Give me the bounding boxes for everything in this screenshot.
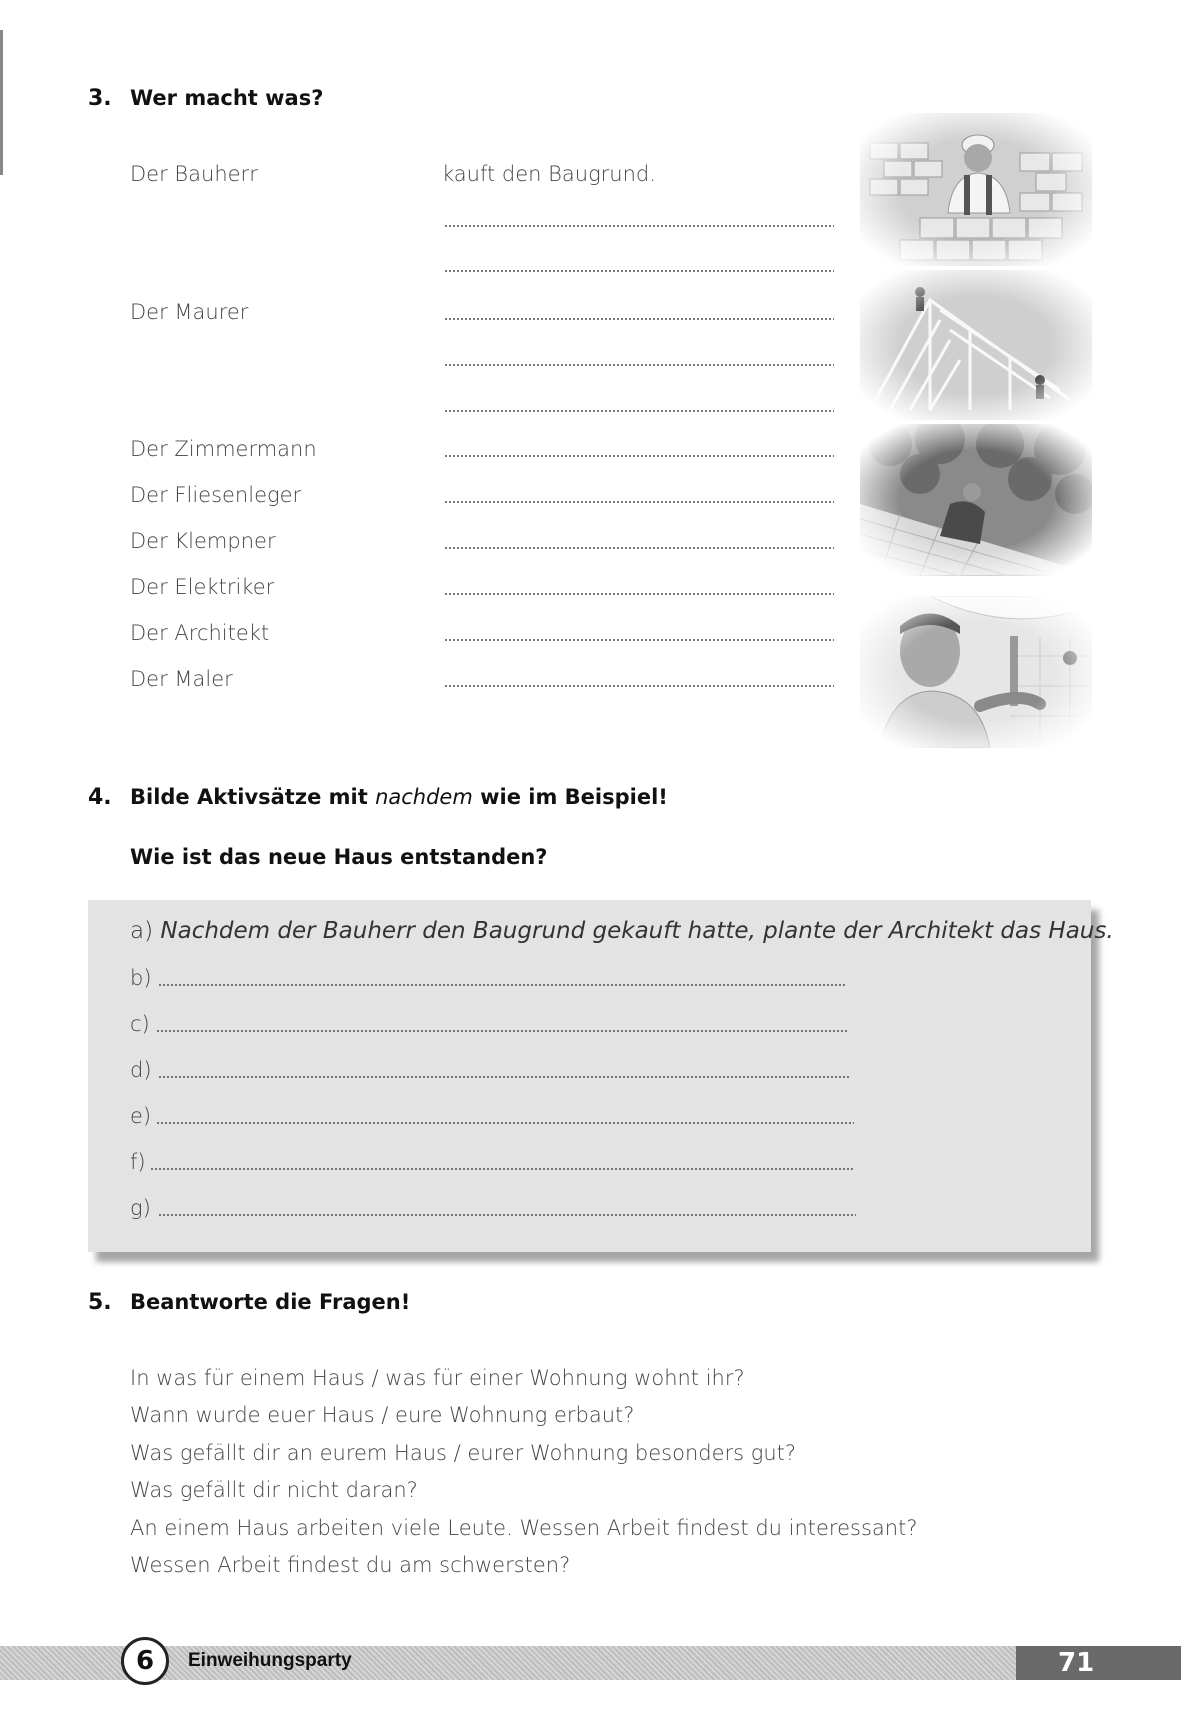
- page-number: 71: [1058, 1648, 1095, 1678]
- answer-letter: c): [130, 1012, 150, 1036]
- answer-letter: f): [130, 1150, 146, 1174]
- answer-letter: g): [130, 1196, 151, 1220]
- section-3-number: 3.: [88, 86, 112, 111]
- question: Wessen Arbeit findest du am schwersten?: [130, 1553, 571, 1577]
- section-4-number: 4.: [88, 785, 112, 810]
- plumber-photo: [860, 596, 1092, 748]
- footer-band: [0, 1646, 1181, 1680]
- job-label: Der Maler: [130, 667, 233, 691]
- job-label: Der Zimmermann: [130, 437, 317, 461]
- answer-line[interactable]: [444, 364, 834, 366]
- job-label: Der Klempner: [130, 529, 276, 553]
- answer-line[interactable]: [158, 984, 846, 986]
- job-label: Der Fliesenleger: [130, 483, 302, 507]
- answer-letter: d): [130, 1058, 152, 1082]
- section-3-title: Wer macht was?: [130, 86, 324, 110]
- answer-line[interactable]: [444, 410, 834, 412]
- answer-line[interactable]: [444, 455, 834, 457]
- answer-letter: e): [130, 1104, 152, 1128]
- answer-line[interactable]: [444, 547, 834, 549]
- answer-line[interactable]: [156, 1030, 848, 1032]
- page-number-box: [1016, 1646, 1181, 1680]
- answer-line[interactable]: [444, 270, 834, 272]
- answer-line[interactable]: [444, 639, 834, 641]
- chapter-number: 6: [135, 1646, 155, 1676]
- section-4-title: Bilde Aktivsätze mit nachdem wie im Beispiel!: [130, 785, 668, 809]
- example-sentence: a) Nachdem der Bauherr den Baugrund gekauft hatte, plante der Architekt das Haus.: [130, 918, 1114, 944]
- answer-line[interactable]: [444, 318, 834, 320]
- answer-line[interactable]: [444, 225, 834, 227]
- answer-line[interactable]: [444, 501, 834, 503]
- question: An einem Haus arbeiten viele Leute. Wessen Arbeit findest du interessant?: [130, 1516, 918, 1540]
- answer-line[interactable]: [444, 593, 834, 595]
- question: Was gefällt dir nicht daran?: [130, 1478, 418, 1502]
- bricklayer-photo: [860, 113, 1092, 266]
- roofer-photo: [860, 424, 1092, 576]
- question: Wann wurde euer Haus / eure Wohnung erbaut?: [130, 1403, 635, 1427]
- section-5-number: 5.: [88, 1290, 112, 1315]
- answer-line[interactable]: [158, 1076, 850, 1078]
- answer-line[interactable]: [444, 685, 834, 687]
- answer-letter: b): [130, 966, 152, 990]
- answer-line[interactable]: [156, 1122, 854, 1124]
- section-5-title: Beantworte die Fragen!: [130, 1290, 411, 1314]
- section-4-title-keyword: nachdem: [375, 785, 473, 809]
- chapter-number-badge: [121, 1637, 169, 1685]
- job-label: Der Maurer: [130, 300, 249, 324]
- roof-truss-photo: [860, 270, 1092, 420]
- answer-line[interactable]: [150, 1168, 854, 1170]
- job-label: Der Elektriker: [130, 575, 275, 599]
- question: In was für einem Haus / was für einer Wohnung wohnt ihr?: [130, 1366, 745, 1390]
- section-4-subtitle: Wie ist das neue Haus entstanden?: [130, 845, 548, 869]
- job-label: Der Architekt: [130, 621, 270, 645]
- question: Was gefällt dir an eurem Haus / eurer Wohnung besonders gut?: [130, 1441, 797, 1465]
- answer-line[interactable]: [158, 1214, 856, 1216]
- example-predicate: kauft den Baugrund.: [442, 162, 656, 186]
- example-subject: Der Bauherr: [130, 162, 258, 186]
- chapter-title: Einweihungsparty: [188, 1650, 352, 1671]
- page-edge-mark: [0, 30, 3, 175]
